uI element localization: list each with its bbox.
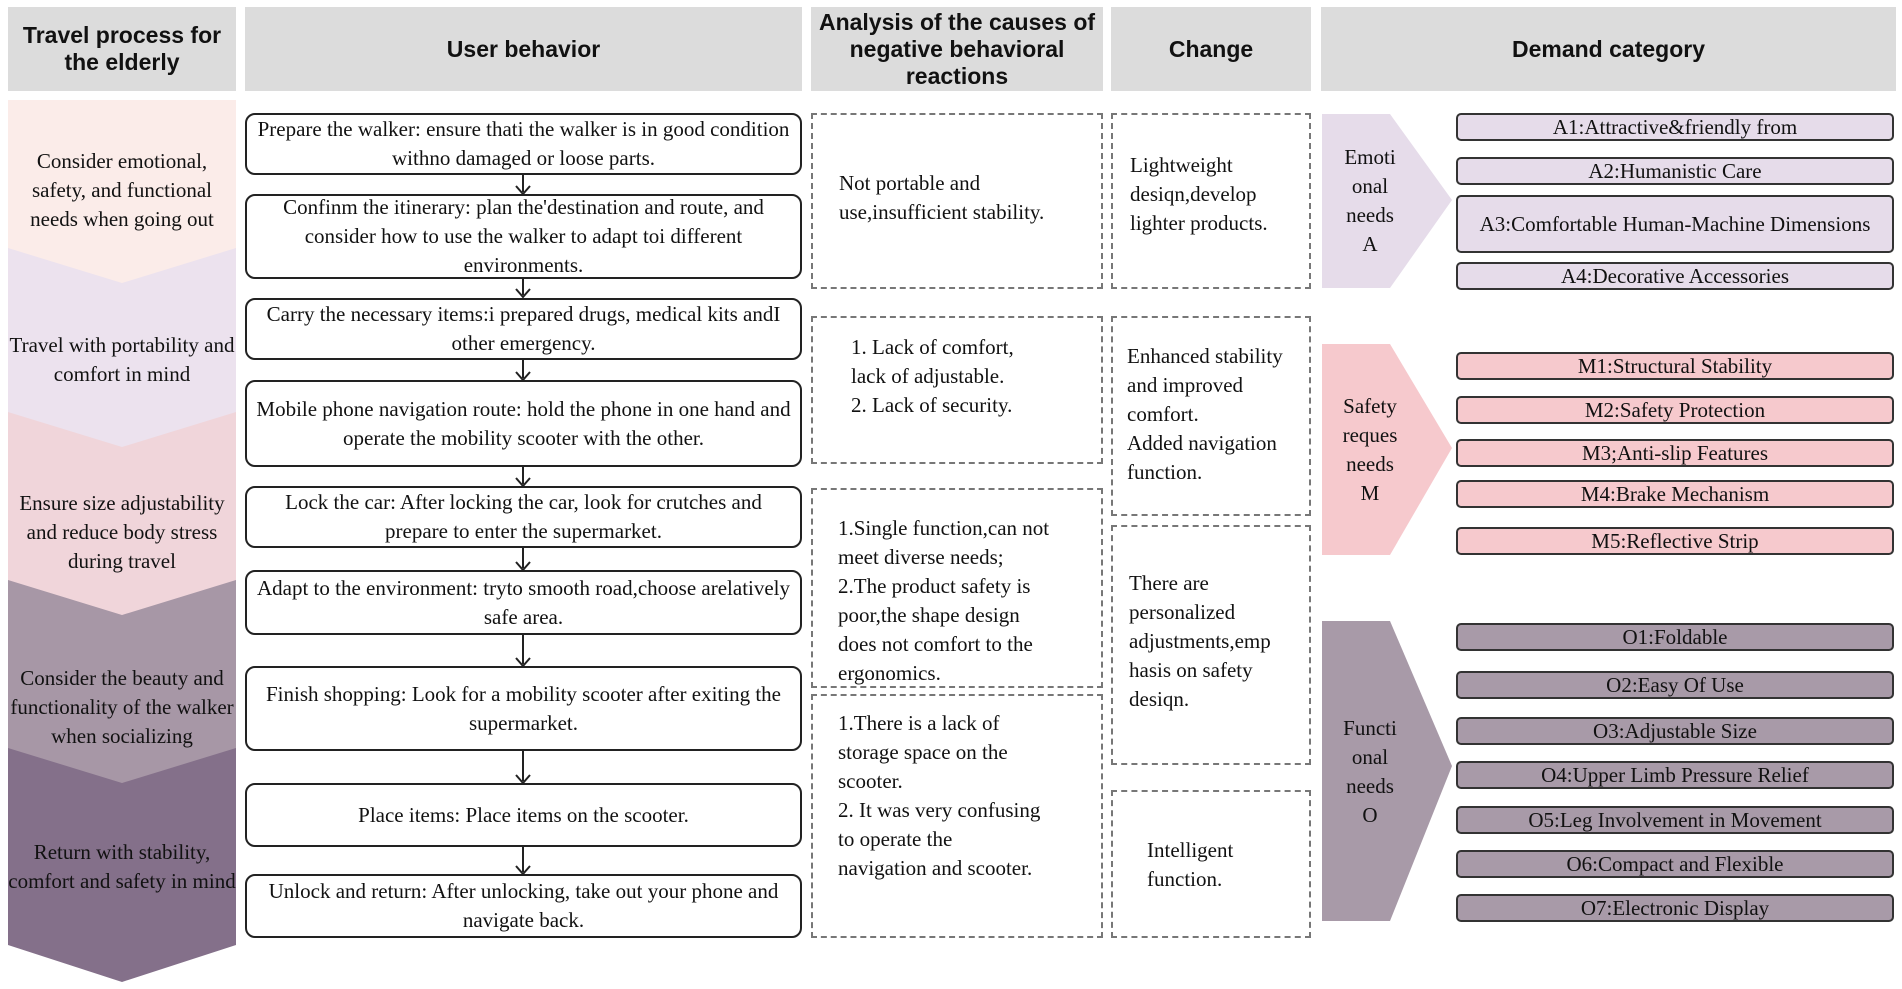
header-demand-category: Demand category — [1321, 7, 1896, 91]
label-o-line-2: onal — [1351, 745, 1389, 769]
process-step-2: Travel with portability and comfort in mind — [9, 333, 235, 386]
analysis-3-line-3: 2.The product safety is — [838, 574, 1031, 598]
label-m-line-4: M — [1360, 481, 1380, 505]
change-box-1 — [1111, 113, 1311, 289]
analysis-1-line-1: Not portable and — [839, 171, 981, 195]
analysis-3-line-6: ergonomics. — [838, 661, 941, 685]
label-o-line-3: needs — [1346, 774, 1394, 798]
demand-item-a4: A4:Decorative Accessories — [1456, 262, 1894, 290]
change-2-line-5: function. — [1127, 460, 1203, 484]
label-m-line-2: reques — [1342, 423, 1398, 447]
process-step-3: Ensure size adjustability and reduce body stress during travel — [19, 491, 225, 573]
demand-item-o4: O4:Upper Limb Pressure Relief — [1456, 761, 1894, 789]
change-box-2 — [1111, 316, 1311, 516]
change-1-line-1: Lightweight — [1130, 153, 1233, 177]
analysis-3-line-1: 1.Single function,can not — [838, 516, 1050, 540]
behavior-box-2: Confinm the itinerary: plan the'destination and route, and consider how to use the walker to adapt toi different environments. — [245, 194, 802, 279]
change-3-line-5: desiqn. — [1129, 687, 1190, 711]
analysis-3-line-4: poor,the shape design — [838, 603, 1020, 627]
label-m-line-1: Safety — [1343, 394, 1397, 418]
process-step-4: Consider the beauty and functionality of the walker when socializing — [10, 666, 234, 748]
demand-item-a1: A1:Attractive&friendly from — [1456, 113, 1894, 141]
header-change: Change — [1111, 7, 1311, 91]
demand-item-o3: O3:Adjustable Size — [1456, 717, 1894, 745]
header-analysis: Analysis of the causes of negative behavioral reactions — [811, 7, 1103, 91]
process-step-5: Return with stability, comfort and safety in mind — [8, 840, 236, 893]
header-user-behavior: User behavior — [245, 7, 802, 91]
demand-item-m4: M4:Brake Mechanism — [1456, 480, 1894, 508]
analysis-4-line-5: to operate the — [838, 827, 953, 851]
label-o-line-4: O — [1362, 803, 1378, 827]
change-box-3 — [1111, 525, 1311, 765]
demand-group-label-m — [1324, 392, 1416, 508]
change-3-line-4: hasis on safety — [1129, 658, 1253, 682]
behavior-box-9: Unlock and return: After unlocking, take out your phone and navigate back. — [245, 874, 802, 938]
demand-item-o5: O5:Leg Involvement in Movement — [1456, 806, 1894, 834]
behavior-box-7: Finish shopping: Look for a mobility scooter after exiting the supermarket. — [245, 666, 802, 751]
analysis-4-line-6: navigation and scooter. — [838, 856, 1033, 880]
change-4-line-1: Intelligent — [1147, 838, 1234, 862]
behavior-box-5: Lock the car: After locking the car, look for crutches and prepare to enter the supermarket. — [245, 486, 802, 548]
demand-item-a3: A3:Comfortable Human-Machine Dimensions — [1456, 195, 1894, 253]
header-travel-process: Travel process for the elderly — [8, 7, 236, 91]
demand-item-m1: M1:Structural Stability — [1456, 352, 1894, 380]
analysis-3-line-5: does not comfort to the — [838, 632, 1033, 656]
behavior-box-6: Adapt to the environment: tryto smooth road,choose arelatively safe area. — [245, 570, 802, 635]
change-2-line-1: Enhanced stability — [1127, 344, 1283, 368]
analysis-2-line-2: lack of adjustable. — [851, 364, 1005, 388]
label-a-line-1: Emoti — [1344, 145, 1396, 169]
demand-item-a2: A2:Humanistic Care — [1456, 157, 1894, 185]
demand-item-m2: M2:Safety Protection — [1456, 396, 1894, 424]
demand-item-o1: O1:Foldable — [1456, 623, 1894, 651]
analysis-4-line-3: scooter. — [838, 769, 903, 793]
behavior-box-1: Prepare the walker: ensure thati the walker is in good condition withno damaged or loose parts. — [245, 113, 802, 175]
label-a-line-4: A — [1362, 232, 1378, 256]
change-3-line-1: There are — [1129, 571, 1209, 595]
analysis-1-line-2: use,insufficient stability. — [839, 200, 1045, 224]
demand-item-o2: O2:Easy Of Use — [1456, 671, 1894, 699]
analysis-3-line-2: meet diverse needs; — [838, 545, 1004, 569]
demand-item-m3: M3;Anti-slip Features — [1456, 439, 1894, 467]
label-m-line-3: needs — [1346, 452, 1394, 476]
change-2-line-2: and improved — [1127, 373, 1244, 397]
behavior-box-3: Carry the necessary items:i prepared drugs, medical kits andI other emergency. — [245, 298, 802, 360]
demand-item-o7: O7:Electronic Display — [1456, 894, 1894, 922]
label-o-line-1: Functi — [1343, 716, 1397, 740]
analysis-box-2 — [811, 316, 1103, 464]
change-4-line-2: function. — [1147, 867, 1223, 891]
change-1-line-3: lighter products. — [1130, 211, 1268, 235]
change-3-line-2: personalized — [1129, 600, 1236, 624]
analysis-4-line-1: 1.There is a lack of — [838, 711, 1000, 735]
analysis-box-1 — [811, 113, 1103, 289]
behavior-box-8: Place items: Place items on the scooter. — [245, 783, 802, 847]
demand-group-label-o — [1324, 714, 1416, 830]
demand-item-m5: M5:Reflective Strip — [1456, 527, 1894, 555]
change-2-line-3: comfort. — [1127, 402, 1199, 426]
process-step-1: Consider emotional, safety, and functional needs when going out — [30, 148, 214, 231]
label-a-line-2: onal — [1351, 174, 1389, 198]
change-1-line-2: desiqn,develop — [1130, 182, 1257, 206]
change-3-line-3: adjustments,emp — [1129, 629, 1271, 653]
label-a-line-3: needs — [1346, 203, 1394, 227]
change-box-4 — [1111, 790, 1311, 938]
analysis-4-line-2: storage space on the — [838, 740, 1008, 764]
demand-group-label-a — [1324, 143, 1416, 259]
change-2-line-4: Added navigation — [1127, 431, 1277, 455]
analysis-box-4 — [811, 694, 1103, 938]
analysis-4-line-4: 2. It was very confusing — [838, 798, 1041, 822]
demand-item-o6: O6:Compact and Flexible — [1456, 850, 1894, 878]
analysis-box-3 — [811, 488, 1103, 688]
analysis-2-line-3: 2. Lack of security. — [851, 393, 1013, 417]
behavior-box-4: Mobile phone navigation route: hold the phone in one hand and operate the mobility scooter with the other. — [245, 380, 802, 467]
analysis-2-line-1: 1. Lack of comfort, — [851, 335, 1014, 359]
